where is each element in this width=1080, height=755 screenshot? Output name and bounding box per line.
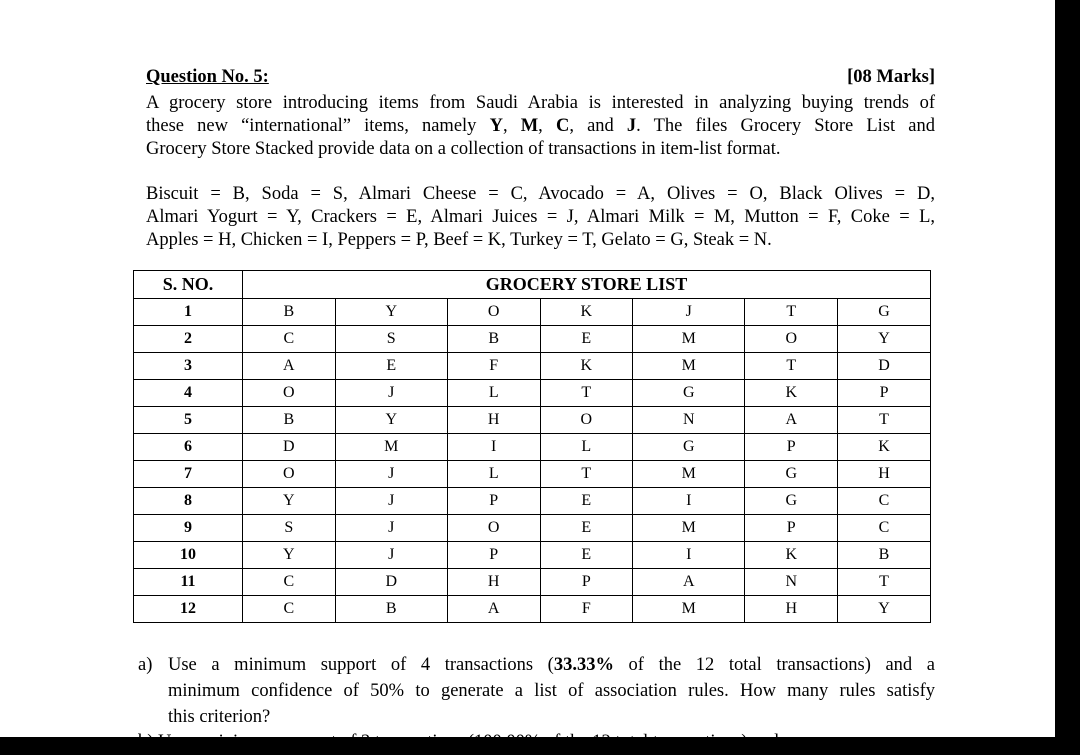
item-cell: A: [243, 353, 336, 380]
item-cell: Y: [335, 299, 447, 326]
item-cell: O: [243, 380, 336, 407]
part-b-cutoff: [138, 729, 838, 752]
table-row: [134, 299, 931, 326]
item-cell: H: [447, 569, 540, 596]
table-row: [134, 542, 931, 569]
row-number: 11: [134, 569, 243, 596]
item-cell: J: [335, 515, 447, 542]
item-cell: M: [633, 353, 745, 380]
item-cell: L: [540, 434, 633, 461]
part-a-label: a): [138, 655, 153, 675]
legend-line: Biscuit = B, Soda = S, Almari Cheese = C, Avocado = A, Olives = O, Black Olives = D,: [146, 184, 935, 204]
item-legend: [146, 183, 935, 252]
item-cell: P: [745, 515, 838, 542]
item-cell: Y: [838, 326, 931, 353]
question-marks: [08 Marks]: [847, 67, 935, 87]
item-cell: T: [745, 299, 838, 326]
item-cell: I: [633, 488, 745, 515]
item-cell: P: [838, 380, 931, 407]
item-cell: G: [745, 461, 838, 488]
table-row: [134, 515, 931, 542]
row-number: 12: [134, 596, 243, 623]
part-a-line: this criterion?: [168, 707, 271, 727]
item-cell: B: [838, 542, 931, 569]
item-cell: H: [447, 407, 540, 434]
row-number: 9: [134, 515, 243, 542]
item-cell: B: [243, 407, 336, 434]
item-cell: T: [745, 353, 838, 380]
item-cell: T: [838, 569, 931, 596]
table-row: [134, 488, 931, 515]
item-cell: Y: [243, 542, 336, 569]
table-row: [134, 326, 931, 353]
item-cell: M: [633, 515, 745, 542]
item-cell: D: [335, 569, 447, 596]
legend-line: Apples = H, Chicken = I, Peppers = P, Beef = K, Turkey = T, Gelato = G, Steak = N.: [146, 230, 772, 250]
bold-item-letter: Y: [489, 116, 503, 136]
table-row: [134, 407, 931, 434]
item-cell: D: [243, 434, 336, 461]
part-a: [138, 652, 935, 730]
item-cell: A: [745, 407, 838, 434]
item-cell: O: [745, 326, 838, 353]
item-cell: J: [633, 299, 745, 326]
bold-item-letter: M: [520, 116, 539, 136]
item-cell: T: [540, 461, 633, 488]
item-cell: G: [745, 488, 838, 515]
item-cell: O: [447, 299, 540, 326]
intro-line: Grocery Store Stacked provide data on a collection of transactions in item-list format.: [146, 139, 781, 159]
part-a-line: Use a minimum support of 4 transactions (33.33% of the 12 total transactions) and a: [168, 655, 935, 675]
table-header-row: [134, 271, 931, 299]
row-number: 6: [134, 434, 243, 461]
row-number: 3: [134, 353, 243, 380]
item-cell: C: [838, 488, 931, 515]
item-cell: A: [633, 569, 745, 596]
question-heading: [146, 66, 935, 88]
item-cell: T: [838, 407, 931, 434]
part-a-line: minimum confidence of 50% to generate a list of association rules. How many rules satisfy: [168, 681, 935, 701]
item-cell: N: [745, 569, 838, 596]
header-grocery-list: GROCERY STORE LIST: [243, 271, 931, 299]
item-cell: A: [447, 596, 540, 623]
item-cell: P: [447, 488, 540, 515]
item-cell: N: [633, 407, 745, 434]
item-cell: M: [633, 461, 745, 488]
bold-item-letter: C: [555, 116, 570, 136]
grocery-store-table: [133, 270, 931, 623]
row-number: 1: [134, 299, 243, 326]
item-cell: E: [335, 353, 447, 380]
item-cell: O: [243, 461, 336, 488]
table-row: [134, 569, 931, 596]
table-row: [134, 434, 931, 461]
item-cell: S: [335, 326, 447, 353]
item-cell: G: [633, 380, 745, 407]
item-cell: K: [745, 542, 838, 569]
intro-paragraph: [146, 92, 935, 161]
item-cell: K: [540, 299, 633, 326]
intro-line: A grocery store introducing items from Saudi Arabia is interested in analyzing buying trends of: [146, 93, 935, 113]
table-row: [134, 353, 931, 380]
item-cell: H: [745, 596, 838, 623]
item-cell: B: [447, 326, 540, 353]
item-cell: P: [745, 434, 838, 461]
item-cell: I: [447, 434, 540, 461]
intro-line-with-bold: these new “international” items, namely Y, M, C, and J. The files Grocery Store List and: [146, 116, 936, 136]
item-cell: F: [540, 596, 633, 623]
item-cell: M: [633, 326, 745, 353]
row-number: 10: [134, 542, 243, 569]
table-row: [134, 596, 931, 623]
item-cell: H: [838, 461, 931, 488]
item-cell: B: [243, 299, 336, 326]
item-cell: K: [745, 380, 838, 407]
item-cell: M: [633, 596, 745, 623]
item-cell: E: [540, 326, 633, 353]
item-cell: O: [447, 515, 540, 542]
item-cell: E: [540, 542, 633, 569]
item-cell: K: [540, 353, 633, 380]
table-body: [134, 299, 931, 623]
item-cell: C: [243, 569, 336, 596]
item-cell: J: [335, 461, 447, 488]
question-title: Question No. 5:: [146, 67, 269, 87]
item-cell: D: [838, 353, 931, 380]
item-cell: G: [838, 299, 931, 326]
row-number: 4: [134, 380, 243, 407]
item-cell: Y: [243, 488, 336, 515]
part-a-text: [168, 652, 935, 730]
item-cell: M: [335, 434, 447, 461]
item-cell: O: [540, 407, 633, 434]
row-number: 2: [134, 326, 243, 353]
item-cell: J: [335, 488, 447, 515]
table-row: [134, 461, 931, 488]
legend-line: Almari Yogurt = Y, Crackers = E, Almari Juices = J, Almari Milk = M, Mutton = F, Coke = L,: [146, 207, 935, 227]
item-cell: C: [838, 515, 931, 542]
item-cell: L: [447, 380, 540, 407]
item-cell: F: [447, 353, 540, 380]
item-cell: J: [335, 380, 447, 407]
item-cell: G: [633, 434, 745, 461]
item-cell: B: [335, 596, 447, 623]
item-cell: E: [540, 515, 633, 542]
item-cell: Y: [335, 407, 447, 434]
item-cell: L: [447, 461, 540, 488]
item-cell: S: [243, 515, 336, 542]
item-cell: C: [243, 596, 336, 623]
item-cell: E: [540, 488, 633, 515]
bold-percentage: 33.33%: [553, 655, 614, 675]
row-number: 8: [134, 488, 243, 515]
item-cell: K: [838, 434, 931, 461]
item-cell: T: [540, 380, 633, 407]
item-cell: C: [243, 326, 336, 353]
item-cell: Y: [838, 596, 931, 623]
table-row: [134, 380, 931, 407]
item-cell: I: [633, 542, 745, 569]
item-cell: P: [540, 569, 633, 596]
bold-item-letter: J: [626, 116, 637, 136]
part-b-text: b) Use a minimum support of 3 transactions (100.00% of the 12 total transactions) and a: [138, 732, 792, 752]
item-cell: P: [447, 542, 540, 569]
row-number: 5: [134, 407, 243, 434]
item-cell: J: [335, 542, 447, 569]
row-number: 7: [134, 461, 243, 488]
header-sno: S. NO.: [134, 271, 243, 299]
